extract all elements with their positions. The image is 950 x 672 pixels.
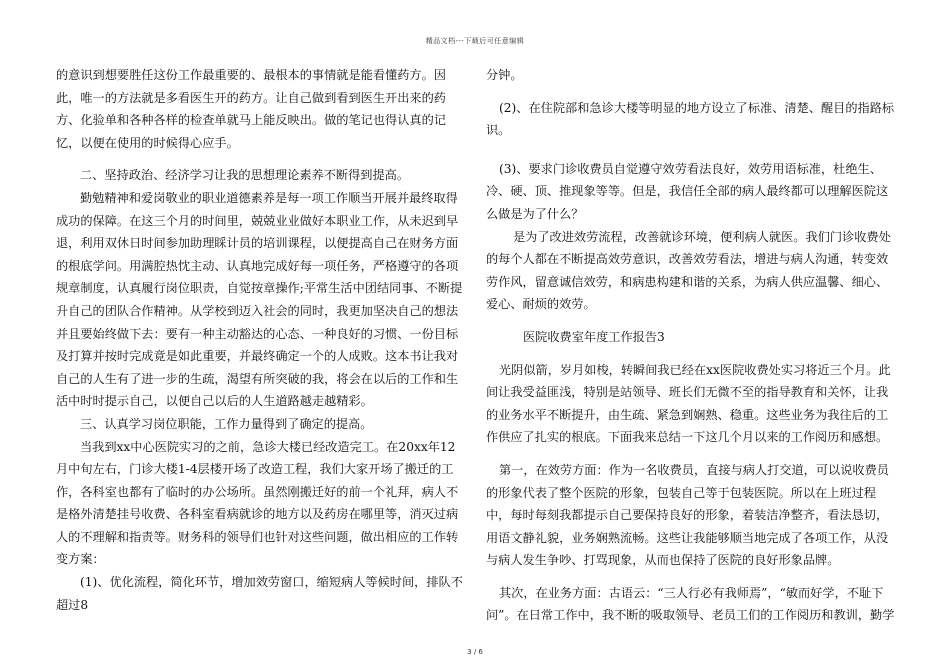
list-item: (3)、要求门诊收费员自觉遵守效劳看法良好，效劳用语标准，杜绝生、冷、硬、顶、推现象等等。但是，我信任全部的病人最终都可以理解医院这么做是为了什么？	[486, 161, 889, 221]
list-item: (2)、在住院部和急诊大楼等明显的地方设立了标准、清楚、醒目的指路标识。	[486, 100, 895, 138]
section-heading: 二、坚持政治、经济学习让我的思想理论素养不断得到提高。	[80, 168, 410, 183]
paragraph: 勤勉精神和爱岗敬业的职业道德素养是每一项工作顺当开展并最终取得成功的保障。在这三个月的时间里，兢兢业业做好本职业工作，从未迟到早退，利用双休日时间参加助理睬计员的培训课程，以便提高自己在财务方面的根底学问。用满腔热忱主动、认真地完成好每一项任务，严格遵守的各项规章制度，认真履行岗位职责，自觉按章操作;平常生活中团结同事、不断提升自己的团队合作精神。从学校到迈入社会的同时，我更加坚决自己的想法并且要始终做下去：要有一种主动豁达的心态、一种良好的习惯、一份目标及打算并按时完成竟是如此重要，并最终确定一个的人成败。这本书让我对自己的人生有了进一步的生疏，渴望有所突破的我，将会在以后的工作和生活中时时提示自己，以便自己以后的人生道路越走越精彩。	[56, 190, 463, 409]
paragraph: 是为了改进效劳流程，改善就诊环境，便利病人就医。我们门诊收费处的每个人都在不断提高效劳意识，改善效劳看法，增进与病人沟通，转变效劳作风，留意诚信效劳，和病患构建和谐的关系，为病人供应温馨、细心、爱心、耐烦的效劳。	[486, 229, 891, 312]
paragraph: 其次，在业务方面：古语云：“三人行必有我师焉”，“敏而好学，不耻下问”。在日常工作中，我不断的吸取领导、老员工们的工作阅历和教训，勤学	[486, 585, 895, 623]
paragraph: 当我到xx中心医院实习的之前，急诊大楼已经改造完工。在20xx年12月中旬左右，门诊大楼1-4层楼开场了改造工程，我们大家开场了搬迁的工作，各科室也都有了临时的办公场所。虽然刚搬迁好的前一个礼拜，病人不是格外清楚挂号收费、各科室看病就诊的地方以及药房在哪里等，消灭过病人的不理解和指责等。财务科的领导们也针对这些问题，做出相应的工作转变方案：	[56, 439, 459, 567]
section-heading: 三、认真学习岗位职能，工作力量得到了确定的提高。	[80, 416, 373, 431]
paragraph: 第一，在效劳方面：作为一名收费员，直接与病人打交道，可以说收费员的形象代表了整个医院的形象，包装自己等于包装医院。所以在上班过程中，每时每刻我都提示自己要保持良好的形象，着装洁净整齐，看法恳切，用语文静礼貌，业务娴熟流畅。这些让我能够顺当地完成了各项工作，从没与病人发生争吵、打骂现象，从而也保持了医院的良好形象品牌。	[486, 462, 889, 568]
left-column	[56, 64, 466, 616]
page-number: 3 / 6	[467, 648, 483, 656]
list-item: (1)、优化流程，简化环节，增加效劳窗口，缩短病人等候时间，排队不超过8	[56, 575, 463, 612]
section-title: 医院收费室年度工作报告3	[523, 329, 665, 344]
right-column	[486, 64, 896, 627]
page-header: 精品文档---下载后可任意编辑	[425, 37, 525, 45]
paragraph: 分钟。	[486, 68, 523, 82]
paragraph: 的意识到想要胜任这份工作最重要的、最根本的事情就是能看懂药方。因此，唯一的方法就是多看医生开的药方。让自己做到看到医生开出来的药方、化验单和各种各样的检查单就马上能反映出。做的笔记也得认真的记忆，以便在使用的时候得心应手。	[56, 68, 446, 150]
paragraph: 光阴似箭，岁月如梭，转瞬间我已经在xx医院收费处实习将近三个月。此间让我受益匪浅，特别是站领导、班长们无微不至的指导教育和关怀，让我的业务水平不断提升，由生疏、紧急到娴熟、稳重。这些业务为我往后的工作供应了扎实的根底。下面我来总结一下这几个月以来的工作阅历和感想。	[486, 362, 891, 445]
